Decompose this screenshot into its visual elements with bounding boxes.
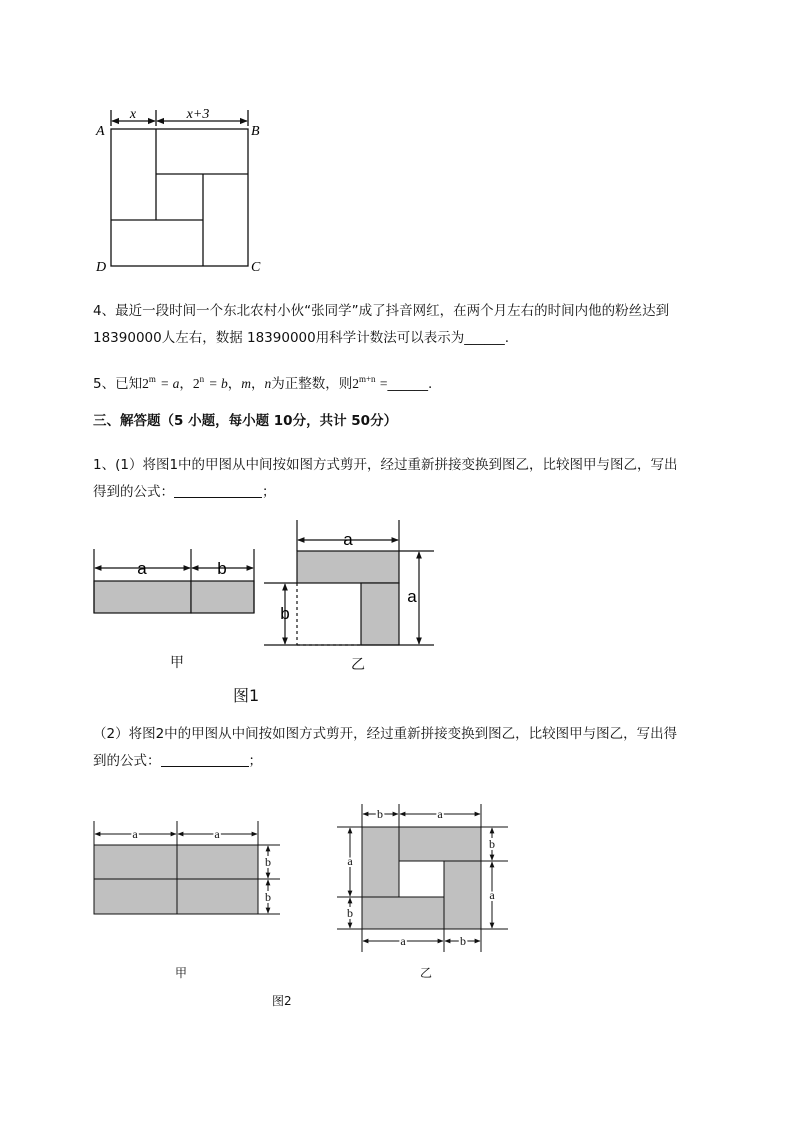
fig2-yi-label-b-bottom: b [460, 934, 466, 948]
question-4-line1: 4、最近一段时间一个东北农村小伙“张同学”成了抖音网红，在两个月左右的时间内他的粉丝达到 [93, 303, 670, 319]
fig1-jia-label-a: a [137, 559, 147, 578]
corner-D: D [96, 260, 107, 275]
figure-1 [80, 510, 450, 710]
problem-1-part-1 [93, 452, 743, 506]
fig2-jia-label-a-1: a [132, 827, 138, 841]
problem-2-line2: 到的公式： ； [93, 753, 262, 769]
label-x: x [129, 107, 137, 122]
problem-2-line1: （2）将图2中的甲图从中间按如图方式剪开，经过重新拼接变换到图乙，比较图甲与图乙，写出得 [93, 726, 678, 742]
fig1-yi-label-a-top: a [343, 530, 353, 549]
question-5: 5、已知2$^m$ = a，2$^n$ = b，m，n为正整数，则$2^{m+n}$ =______. [93, 374, 433, 392]
fig1-jia-caption: 甲 [170, 655, 184, 671]
fig2-jia-label-b-1: b [265, 855, 271, 869]
fig1-yi-label-b: b [280, 604, 290, 623]
problem-1-line2: 得到的公式： ； [93, 484, 276, 500]
fig2-yi-label-a-left: a [347, 854, 353, 868]
fig2-yi-label-b-left: b [347, 906, 353, 920]
fig2-jia-caption: 甲 [175, 966, 188, 980]
problem-1-part-2 [93, 721, 743, 775]
figure-2 [85, 795, 525, 965]
fig1-yi-label-a-right: a [407, 587, 417, 606]
fig1-yi-caption: 乙 [351, 657, 365, 673]
question-4 [93, 298, 743, 352]
figure-1-caption: 图1 [233, 686, 260, 705]
answer-blank-p1[interactable] [174, 497, 262, 498]
fig1-jia-label-b: b [217, 559, 227, 578]
fig2-yi-caption: 乙 [420, 966, 433, 980]
corner-C: C [251, 260, 261, 275]
fig2-yi-label-b-right: b [489, 837, 495, 851]
fig2-yi-label-b-top: b [377, 807, 383, 821]
square-puzzle-figure [90, 100, 280, 280]
corner-B: B [251, 124, 260, 139]
corner-A: A [96, 124, 105, 139]
fig2-yi-label-a-bottom: a [400, 934, 406, 948]
figure-2-caption: 图2 [272, 994, 292, 1008]
fig2-jia-label-b-2: b [265, 890, 271, 904]
fig2-jia-label-a-2: a [214, 827, 220, 841]
fig2-yi-label-a-right: a [489, 888, 495, 902]
answer-blank-4[interactable]: ______ [464, 330, 505, 346]
section-3-heading: 三、解答题（5 小题，每小题 10分，共计 50分） [93, 413, 398, 429]
problem-1-line1: 1、(1）将图1中的甲图从中间按如图方式剪开，经过重新拼接变换到图乙，比较图甲与图乙，写出 [93, 457, 678, 473]
answer-blank-5[interactable]: ______ [387, 376, 428, 392]
label-x-plus-3: x+3 [186, 107, 210, 122]
fig2-yi-label-a-top: a [437, 807, 443, 821]
answer-blank-p2[interactable] [161, 766, 249, 767]
question-4-line2: 18390000人左右，数据 18390000用科学计数法可以表示为______. [93, 330, 510, 346]
